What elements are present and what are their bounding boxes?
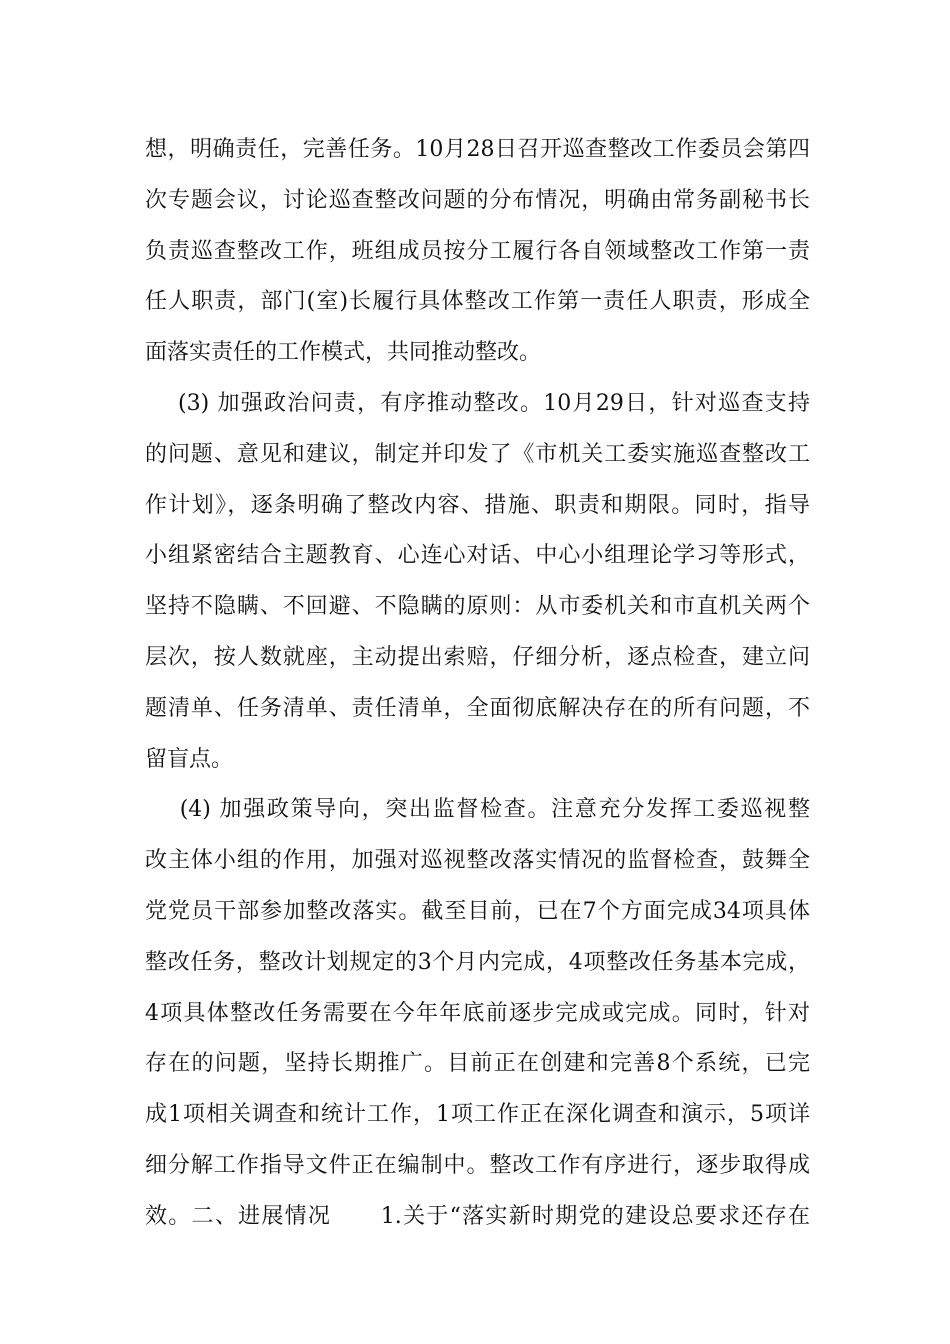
text-line: (3) 加强政治问责，有序推动整改。10月29日，针对巡查支持 [145, 390, 810, 416]
text-line: 次专题会议，讨论巡查整改问题的分布情况，明确由常务副秘书长 [145, 187, 810, 213]
text-line: 4项具体整改任务需要在今年年底前逐步完成或完成。同时，针对 [145, 1000, 810, 1026]
text-line: 任人职责，部门(室)长履行具体整改工作第一责任人职责，形成全 [145, 289, 810, 315]
text-line: 题清单、任务清单、责任清单，全面彻底解决存在的所有问题，不 [145, 695, 810, 721]
text-line: 想，明确责任，完善任务。10月28日召开巡查整改工作委员会第四 [145, 137, 810, 162]
text-line: 成1项相关调查和统计工作，1项工作正在深化调查和演示，5项详 [145, 1102, 810, 1128]
text-line: 细分解工作指导文件正在编制中。整改工作有序进行，逐步取得成 [145, 1152, 810, 1178]
text-line: 效。二、进展情况 1.关于“落实新时期党的建设总要求还存在 [145, 1203, 810, 1229]
text-line: 面落实责任的工作模式，共同推动整改。 [145, 340, 542, 366]
text-line: 留盲点。 [145, 746, 234, 772]
body-text [145, 125, 810, 1243]
text-line: 负责巡查整改工作，班组成员按分工履行各自领域整改工作第一责 [145, 238, 810, 264]
text-line: 小组紧密结合主题教育、心连心对话、中心小组理论学习等形式， [145, 543, 810, 569]
text-line: 整改任务，整改计划规定的3个月内完成，4项整改任务基本完成， [145, 949, 810, 975]
text-line: (4) 加强政策导向，突出监督检查。注意充分发挥工委巡视整 [145, 797, 810, 823]
text-line: 党党员干部参加整改落实。截至目前，已在7个方面完成34项具体 [145, 898, 810, 924]
text-line: 的问题、意见和建议，制定并印发了《市机关工委实施巡查整改工 [145, 441, 810, 467]
text-line: 存在的问题，坚持长期推广。目前正在创建和完善8个系统，已完 [145, 1051, 810, 1077]
text-line: 层次，按人数就座，主动提出索赔，仔细分析，逐点检查，建立问 [145, 644, 810, 670]
text-line: 作计划》，逐条明确了整改内容、措施、职责和期限。同时，指导 [145, 492, 810, 518]
text-line: 改主体小组的作用，加强对巡视整改落实情况的监督检查，鼓舞全 [145, 848, 810, 874]
text-line: 坚持不隐瞒、不回避、不隐瞒的原则：从市委机关和市直机关两个 [145, 594, 810, 620]
